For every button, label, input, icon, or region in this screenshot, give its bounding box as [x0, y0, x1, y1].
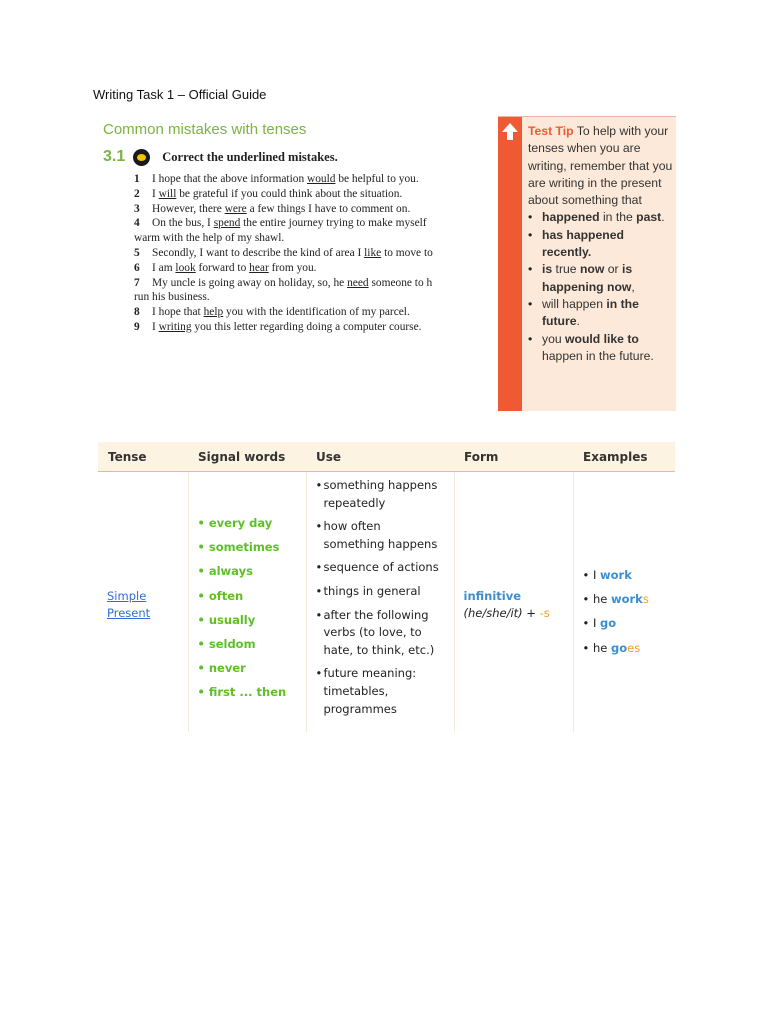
- sentence-item: [134, 187, 494, 202]
- sentence-number: 1: [134, 173, 140, 185]
- example-pronoun: I: [592, 616, 597, 631]
- tip-item-bold: in the future: [542, 296, 639, 329]
- tip-item-bold: now: [579, 262, 605, 277]
- sentence-continuation: warm with the help of my shawl.: [134, 232, 285, 245]
- example-verb: go: [600, 616, 617, 631]
- signal-word-item: • always: [197, 564, 253, 579]
- book-scan: [98, 112, 676, 410]
- tip-item-text: happen in the future.: [542, 348, 654, 363]
- cell-form: [454, 472, 573, 732]
- sentence-text: [152, 187, 402, 202]
- sentence-item: [134, 172, 494, 187]
- tip-item-text: in the: [599, 210, 637, 225]
- sentence-text-post: be grateful if you could think about the situation.: [176, 187, 403, 200]
- signal-word: often: [208, 588, 244, 603]
- sentence-text: [152, 320, 422, 335]
- tip-item-text: you: [542, 331, 566, 346]
- signal-word-item: • often: [197, 588, 244, 603]
- sentence-text-pre: I: [152, 320, 159, 333]
- sentence-text-pre: I hope that the above information: [152, 173, 307, 185]
- cell-signal-words: [188, 472, 306, 732]
- sentence-continuation: run his business.: [134, 291, 210, 304]
- sentence-text-post: forward to: [195, 261, 250, 274]
- sentence-text-pre: I am: [152, 261, 176, 274]
- sentence-text-post: someone to h: [368, 276, 433, 289]
- sentence-text-pre: I: [152, 187, 159, 200]
- underlined-mistake: were: [224, 202, 247, 215]
- signal-word-item: • every day: [197, 516, 273, 530]
- tip-item: [528, 261, 674, 296]
- tip-item: [528, 209, 674, 226]
- section-heading: Common mistakes with tenses: [103, 121, 307, 138]
- example-verb: go: [610, 640, 628, 655]
- sentence-text-post: to move to: [381, 246, 433, 259]
- header-use: Use: [306, 442, 454, 472]
- example-list: [583, 563, 667, 660]
- example-verb: work: [600, 568, 632, 582]
- tip-item-bold: has happened recently.: [542, 227, 624, 260]
- sentence-number: 6: [134, 261, 140, 274]
- sentence-number: 7: [134, 276, 140, 289]
- sentence-text-pre: However, there: [152, 202, 225, 215]
- underlined-mistake: will: [158, 187, 177, 200]
- sentence-text-post: you this letter regarding doing a computer course.: [191, 320, 422, 333]
- tense-link-simple-present[interactable]: Simple Present: [107, 589, 151, 620]
- example-pronoun: I: [592, 568, 597, 582]
- tip-item-bold: would like to: [565, 331, 639, 346]
- tip-item-text: .: [661, 210, 665, 225]
- signal-word: always: [208, 564, 253, 579]
- tip-item-bold: is happening now: [542, 262, 633, 294]
- sentence-item: [134, 276, 494, 291]
- sentence-text: [152, 261, 317, 276]
- underlined-mistake: help: [203, 306, 224, 319]
- use-item: • things in general: [316, 583, 445, 601]
- form-text: [464, 588, 564, 622]
- use-item: • future meaning: timetables, programmes: [316, 665, 445, 718]
- cell-use: [306, 472, 454, 732]
- tip-item: [528, 296, 674, 331]
- underlined-mistake: hear: [249, 261, 269, 274]
- signal-word-item: • never: [197, 661, 246, 676]
- example-pronoun: he: [592, 592, 608, 607]
- header-examples: Examples: [573, 442, 675, 472]
- exercise-number: 3.1: [103, 148, 126, 165]
- example-suffix: es: [627, 640, 641, 655]
- signal-word: every day: [208, 516, 273, 530]
- sentence-item: [134, 261, 494, 276]
- sentence-item: [134, 246, 494, 261]
- form-suffix: -s: [539, 606, 550, 620]
- form-infinitive: infinitive: [463, 589, 522, 603]
- underlined-mistake: spend: [213, 217, 241, 230]
- tip-title: Test Tip: [528, 124, 574, 138]
- underlined-mistake: look: [175, 261, 196, 274]
- example-item: • he goes: [582, 640, 641, 655]
- sentence-text-pre: My uncle is going away on holiday, so, he: [152, 276, 348, 289]
- tip-strip: [498, 117, 522, 411]
- underlined-mistake: would: [307, 173, 336, 185]
- sentence-number: 3: [134, 202, 140, 215]
- exercise-instruction: Correct the underlined mistakes.: [162, 149, 338, 164]
- signal-word: usually: [208, 612, 256, 627]
- tip-item: [528, 331, 674, 366]
- underlined-mistake: need: [347, 276, 369, 289]
- tip-item-text: .: [576, 314, 580, 329]
- example-verb: work: [610, 592, 643, 607]
- sentence-item: [134, 305, 494, 320]
- sentence-text-post: the entire journey trying to make myself: [240, 217, 427, 230]
- use-item: • after the following verbs (to love, to hate, to think, etc.): [316, 607, 445, 660]
- sentence-text-post: be helpful to you.: [335, 173, 419, 185]
- use-list: [316, 477, 445, 718]
- test-tip-box: [498, 116, 676, 411]
- sentence-text: [152, 305, 410, 320]
- tip-item-bold: past: [636, 210, 662, 225]
- tip-item-text: ,: [631, 279, 635, 294]
- table-row: [98, 472, 675, 732]
- example-suffix: s: [642, 592, 649, 607]
- cell-tense: [98, 472, 188, 732]
- sentence-text: [152, 246, 433, 261]
- underlined-mistake: writing: [158, 320, 192, 333]
- sentence-item: [134, 216, 494, 231]
- sentence-number: 8: [134, 306, 140, 319]
- signal-word-item: • seldom: [197, 637, 256, 652]
- sentence-text: [152, 202, 410, 217]
- use-item: • something happens repeatedly: [316, 477, 445, 512]
- signal-word: seldom: [208, 637, 256, 652]
- signal-word-list: [198, 511, 297, 705]
- document-title: Writing Task 1 – Official Guide: [93, 87, 267, 102]
- sentence-number: 2: [134, 187, 140, 200]
- exercise-panel: [98, 112, 493, 410]
- signal-word-item: • usually: [197, 612, 256, 627]
- sentence-text: [152, 172, 419, 187]
- signal-word: first ... then: [208, 685, 287, 700]
- header-signal-words: Signal words: [188, 442, 306, 472]
- tip-body: [528, 123, 674, 365]
- signal-word: never: [208, 661, 246, 676]
- tip-list: [528, 209, 674, 365]
- use-item: • sequence of actions: [316, 559, 445, 577]
- sentence-text-pre: Secondly, I want to describe the kind of area I: [152, 246, 365, 259]
- example-item: • I work: [582, 568, 632, 582]
- up-arrow-stem: [507, 132, 513, 140]
- sentence-list: [134, 172, 494, 335]
- signal-word: sometimes: [208, 540, 280, 555]
- form-pronouns: (he/she/it): [463, 606, 523, 620]
- tip-item-text: or: [604, 262, 622, 277]
- sentence-number: 5: [134, 246, 140, 259]
- sentence-text-pre: I hope that: [152, 306, 204, 319]
- cell-examples: [573, 472, 675, 732]
- tip-item-text: true: [552, 262, 580, 277]
- tense-table: [98, 442, 675, 732]
- table-header-row: [98, 442, 675, 472]
- up-arrow-icon: [502, 123, 518, 132]
- header-form: Form: [454, 442, 573, 472]
- example-item: • he works: [582, 592, 649, 607]
- tip-item: [528, 227, 674, 262]
- header-tense: Tense: [98, 442, 188, 472]
- sentence-text-pre: On the bus, I: [152, 217, 214, 230]
- example-item: • I go: [582, 616, 617, 631]
- signal-word-item: • sometimes: [197, 540, 280, 555]
- signal-word-item: • first ... then: [197, 685, 287, 700]
- sentence-text: [152, 276, 432, 291]
- sentence-item: [134, 202, 494, 217]
- sentence-item: [134, 320, 494, 335]
- exercise-header: [103, 148, 338, 166]
- sentence-text-post: you with the identification of my parcel.: [223, 306, 410, 319]
- sentence-number: 9: [134, 320, 140, 333]
- sentence-text-post: from you.: [268, 261, 317, 274]
- form-plus: +: [522, 606, 540, 620]
- sentence-text: [152, 216, 427, 231]
- underlined-mistake: like: [364, 246, 382, 259]
- exercise-badge-icon: [133, 149, 150, 166]
- sentence-text-post: a few things I have to comment on.: [246, 202, 411, 215]
- example-pronoun: he: [592, 640, 608, 655]
- use-item: • how often something happens: [316, 518, 445, 553]
- tip-item-bold: happened: [542, 210, 600, 225]
- tip-intro: To help with your tenses when you are writing, remember that you are writing in the present about something that: [528, 124, 673, 208]
- tip-item-bold: is: [542, 262, 553, 277]
- sentence-number: 4: [134, 217, 140, 230]
- tip-item-text: will happen: [542, 296, 607, 311]
